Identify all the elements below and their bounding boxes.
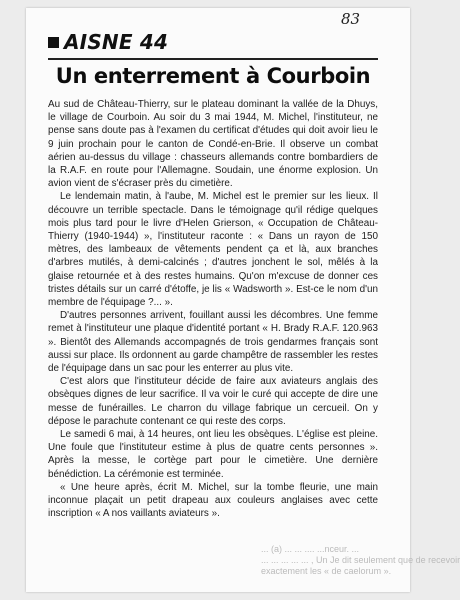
paragraph: C'est alors que l'instituteur décide de faire aux aviateurs anglais des obsèques dignes de leur sacrifice. Il va voir le curé qui accepte de dire une messe de funérailles. Le charron du village fabrique un cercueil. On y dépose le parachute contenant ce qui reste des corps. (48, 376, 378, 427)
article-headline: Un enterrement à Courboin (55, 64, 371, 88)
paragraph: D'autres personnes arrivent, fouillant aussi les décombres. Une femme remet à l'instituteur une plaque d'identité portant « H. Brady R.A.F. 120.963 ». Bientôt des Allemands accompagnés de trois gendarmes français sont aussi sur place. Ils ordonnent au garde champêtre de rassembler les restes de l'équipage dans un sac pour les enterrer au plus vite. (48, 310, 378, 375)
bleed-through-text (261, 544, 460, 577)
section-title: AISNE 44 (64, 30, 169, 54)
paragraph: Le samedi 6 mai, à 14 heures, ont lieu les obsèques. L'église est pleine. Une foule que l'instituteur estime à plus de quatre cents personnes ». Après la messe, le cortège part pour le cimetière. Une dernière bénédiction. La cérémonie est terminée. (48, 429, 378, 480)
bleed-line: ... ... ... ... ... , Un Je dit seulement que de recevoir (261, 555, 460, 565)
handwritten-page-number: 83 (341, 10, 361, 28)
bleed-line: exactement les « de caelorum ». (261, 566, 392, 576)
square-bullet-icon (48, 37, 59, 48)
paragraph: Au sud de Château-Thierry, sur le plateau dominant la vallée de la Dhuys, le village de Courboin. Au soir du 3 mai 1944, M. Michel, l'instituteur, ne pense sans doute pas à l'examen du certificat d'études qui doit avoir lieu le 9 juin prochain pour le canton de Condé-en-Brie. Il observe un combat aérien au-dessus du village : chasseurs allemands contre bombardiers de la R.A.F. en route pour l'Allemagne. Soudain, une énorme explosion. Un avion vient de s'écraser près du cimetière. (48, 99, 378, 190)
section-header (48, 30, 168, 54)
article-body (48, 98, 378, 521)
bleed-line: ... (a) ... ... .... ...nceur. ... (261, 544, 360, 554)
paragraph: « Une heure après, écrit M. Michel, sur la tombe fleurie, une main inconnue plaçait un petit drapeau aux couleurs anglaises avec cette inscription « A nos vaillants aviateurs ». (48, 481, 378, 520)
paragraph: Le lendemain matin, à l'aube, M. Michel est le premier sur les lieux. Il découvre un terrible spectacle. Dans le témoignage qu'il rédige quelques mois plus tard pour le livre d'Helen Grierson, « Occupation de Château-Thierry (1940-1944) », l'instituteur raconte : « Dans un rayon de 150 mètres, des lambeaux de vêtements pendent ça et là, aux branches d'arbres mutilés, à demi-calcinés ; d'autres jonchent le sol, mêlés à la glaise retournée et à des restes humains. Qu'on m'excuse de donner ces tristes détails sur un carré d'étoffe, je lis « Wadsworth ». Est-ce le nom d'un membre de l'équipage ?... ». (48, 191, 378, 309)
header-rule (48, 58, 378, 60)
newspaper-clipping (26, 8, 460, 592)
